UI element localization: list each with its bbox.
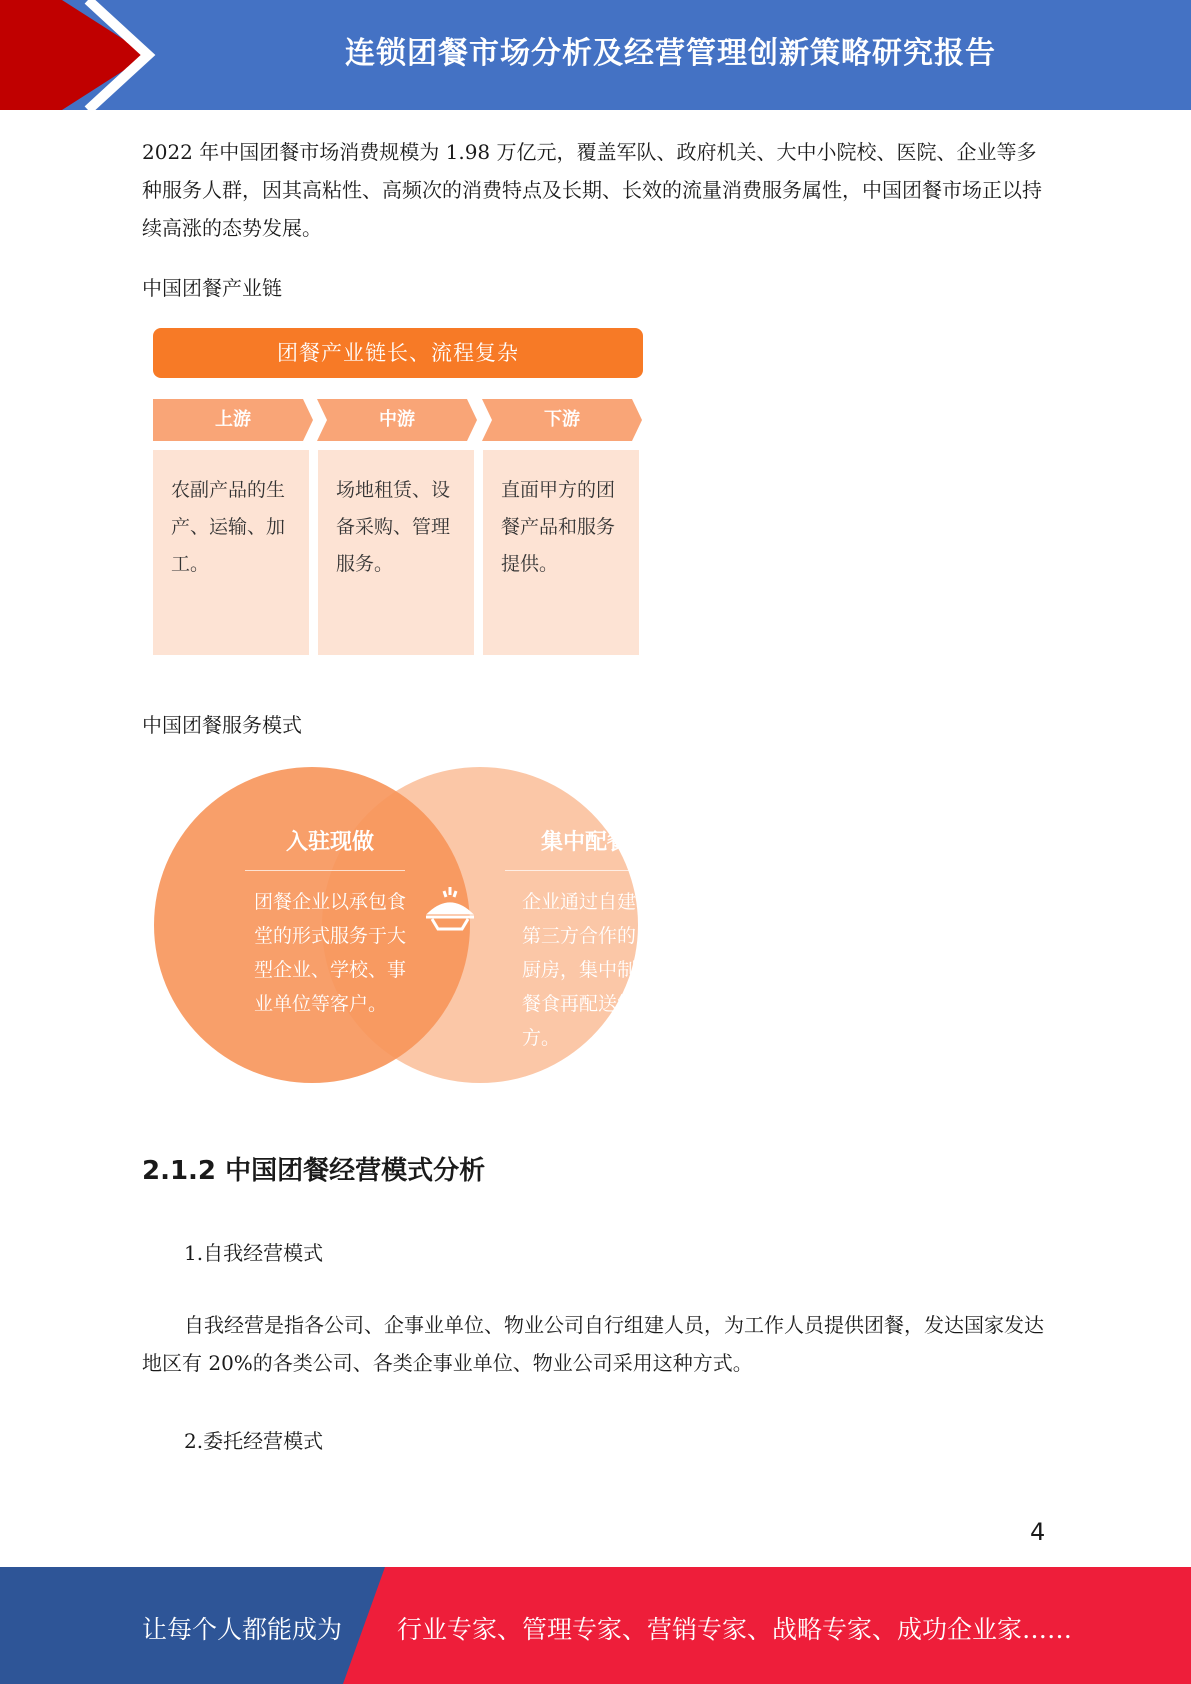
chain-title-bar: 团餐产业链长、流程复杂 <box>153 328 643 378</box>
chevron-label: 上游 <box>215 409 251 430</box>
venn-left-divider <box>245 870 405 871</box>
header-banner <box>0 0 1191 110</box>
report-title: 连锁团餐市场分析及经营管理创新策略研究报告 <box>345 36 996 71</box>
footer-banner <box>0 1567 1191 1684</box>
list-item-entrusted-operation: 2.委托经营模式 <box>184 1429 324 1453</box>
chevron-label: 中游 <box>379 409 415 430</box>
venn-right-divider <box>505 870 665 871</box>
section-heading: 2.1.2 中国团餐经营模式分析 <box>142 1156 486 1186</box>
service-figure-caption: 中国团餐服务模式 <box>142 713 302 737</box>
page-number: 4 <box>1030 1518 1046 1546</box>
midstream-description: 场地租赁、设备采购、管理服务。 <box>318 450 474 655</box>
intro-paragraph: 2022 年中国团餐市场消费规模为 1.98 万亿元，覆盖军队、政府机关、大中小院校、医院、企业等多种服务人群，因其高粘性、高频次的消费特点及长期、长效的流量消费服务属性，中国团餐市场正以持续高涨的态势发展。 <box>142 140 1042 240</box>
chevron-label: 下游 <box>544 409 580 430</box>
list-item-self-operation: 1.自我经营模式 <box>184 1241 324 1265</box>
chevron-upstream <box>153 399 313 441</box>
venn-left-title: 入驻现做 <box>285 830 374 855</box>
chain-figure-caption: 中国团餐产业链 <box>142 276 282 300</box>
industry-chain-diagram <box>150 325 646 660</box>
downstream-description: 直面甲方的团餐产品和服务提供。 <box>483 450 639 655</box>
chevron-midstream <box>317 399 477 441</box>
venn-right-title: 集中配餐 <box>540 830 629 855</box>
venn-left-description: 团餐企业以承包食堂的形式服务于大型企业、学校、事业单位等客户。 <box>254 891 407 1015</box>
service-model-venn-diagram <box>150 760 750 1090</box>
footer-slogan-left: 让每个人都能成为 <box>142 1615 343 1644</box>
chevron-downstream <box>482 399 642 441</box>
venn-right-description: 企业通过自建或与第三方合作的中央厨房，集中制作好餐食再配送给甲方。 <box>522 891 675 1049</box>
header-arrow-decoration <box>0 0 160 110</box>
upstream-description: 农副产品的生产、运输、加工。 <box>153 450 309 655</box>
footer-slogan-right: 行业专家、管理专家、营销专家、战略专家、成功企业家…… <box>397 1615 1073 1644</box>
self-operation-paragraph: 自我经营是指各公司、企事业单位、物业公司自行组建人员，为工作人员提供团餐，发达国家发达地区有 20%的各类公司、各类企事业单位、物业公司采用这种方式。 <box>142 1313 1044 1375</box>
